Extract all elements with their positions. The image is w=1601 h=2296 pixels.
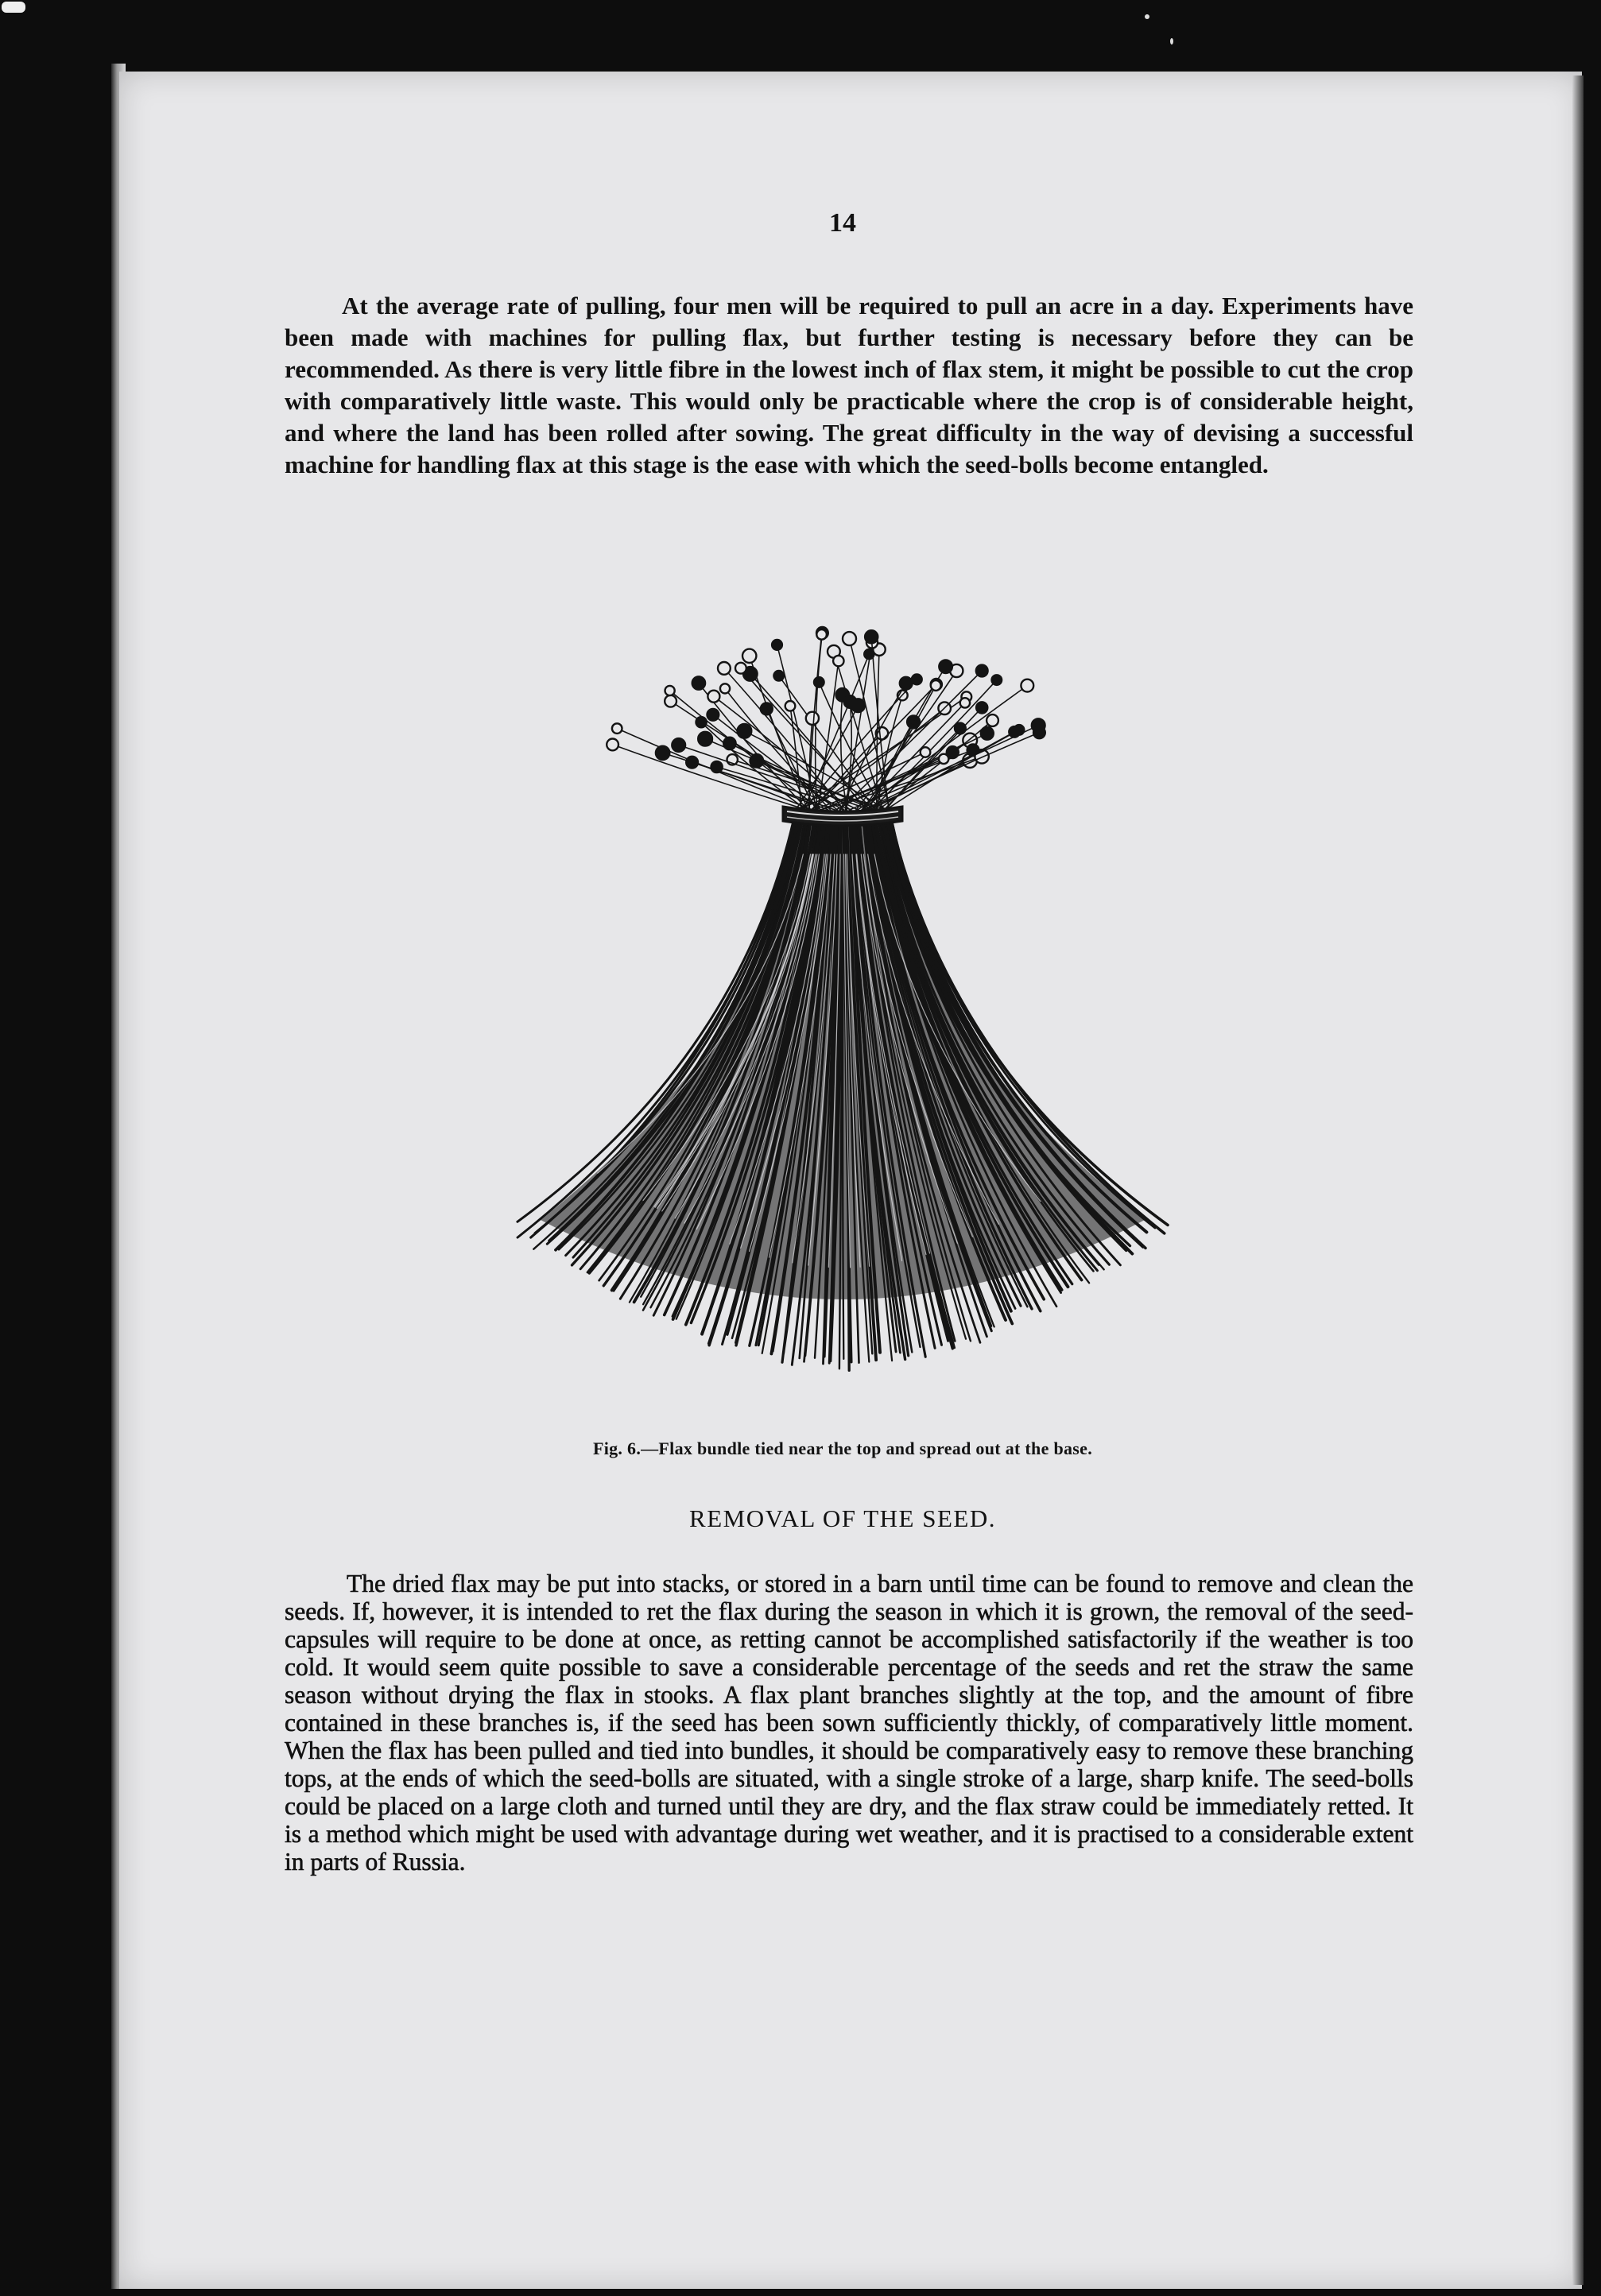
seed-boll-heads (607, 627, 1045, 810)
seed-boll (806, 712, 819, 725)
seed-boll (843, 632, 856, 645)
seed-boll (1033, 726, 1045, 738)
seed-boll (665, 695, 676, 707)
seed-boll (698, 732, 712, 746)
seed-branch (871, 680, 997, 810)
seed-boll (785, 701, 796, 711)
seed-boll (939, 660, 952, 673)
seed-boll (735, 663, 746, 674)
figure-caption: Fig. 6.—Flax bundle tied near the top and spread out at the base. (592, 1438, 1093, 1458)
seed-boll (707, 691, 719, 703)
seed-boll (987, 714, 998, 726)
paragraph-pulling: At the average rate of pulling, four men will be required to pull an acre in a day. Experiments have been made with machines for pulling flax, but further testing is necessary before they can be recommended. As there is very little fibre in the lowest inch of flax stem, it might be possible to cut the crop with comparatively little waste. This would only be practicable where the crop is of considerable height, and where the land has been rolled after sowing. The great difficulty in the way of devising a successful machine for handling flax at this stage is the ease with which the seed-bolls become entangled. (285, 292, 1413, 478)
flax-stems (518, 821, 1168, 1370)
seed-boll (844, 695, 857, 708)
seed-boll (612, 723, 622, 734)
paragraph-removal-of-seed: The dried flax may be put into stacks, or stored in a barn until time can be found to remove and clean the seeds. If, however, it is intended to ret the flax during the season in which it is grown, the removal of the seed-capsules will require to be done at once, as retting cannot be accomplished satisfactorily if the weather is too cold. It would seem quite possible to save a considerable percentage of the seeds and ret the straw the same season without drying the flax in stooks. A flax plant branches slightly at the top, and the amount of fibre contained in these branches is, if the seed has been sown sufficiently thickly, of comparatively little moment. When the flax has been pulled and tied into bundles, it should be comparatively easy to remove these branching tops, at the ends of which the seed-bolls are situated, with a single stroke of a large, sharp knife. The seed-bolls could be placed on a large cloth and turned until they are dry, and the flax straw could be immediately retted. It is a method which might be used with advantage during wet weather, and it is practised to a considerable extent in parts of Russia. (285, 1570, 1413, 1876)
seed-boll (931, 680, 941, 691)
seed-boll (816, 629, 827, 640)
seed-boll (1009, 726, 1020, 738)
seed-boll (976, 702, 987, 713)
seed-boll (960, 698, 970, 707)
dust-speck (1145, 14, 1149, 19)
dust-speck (1170, 38, 1173, 45)
seed-boll (672, 738, 685, 752)
seed-boll (696, 717, 707, 727)
seed-boll (773, 671, 784, 681)
section-heading: REMOVAL OF THE SEED. (689, 1504, 996, 1532)
seed-boll (718, 662, 731, 675)
seed-boll (865, 630, 878, 643)
seed-boll (738, 724, 752, 738)
seed-boll (814, 677, 824, 687)
seed-boll (921, 747, 931, 757)
seed-boll (772, 640, 782, 650)
page-edge-right (1572, 76, 1584, 2285)
seed-boll (707, 709, 719, 721)
seed-boll (912, 675, 922, 685)
flax-bundle-illustration (493, 616, 1192, 1427)
seed-boll (1021, 680, 1033, 692)
seed-boll (665, 686, 675, 695)
seed-boll (900, 677, 913, 690)
seed-boll (742, 649, 756, 663)
seed-boll (692, 676, 705, 689)
seed-boll (833, 656, 843, 666)
seed-boll (992, 675, 1002, 685)
seed-boll (607, 739, 618, 751)
seed-boll (939, 754, 948, 764)
seed-boll (720, 683, 730, 693)
page-number: 14 (829, 208, 856, 238)
seed-boll (976, 665, 988, 677)
dust-speck (2, 2, 25, 13)
